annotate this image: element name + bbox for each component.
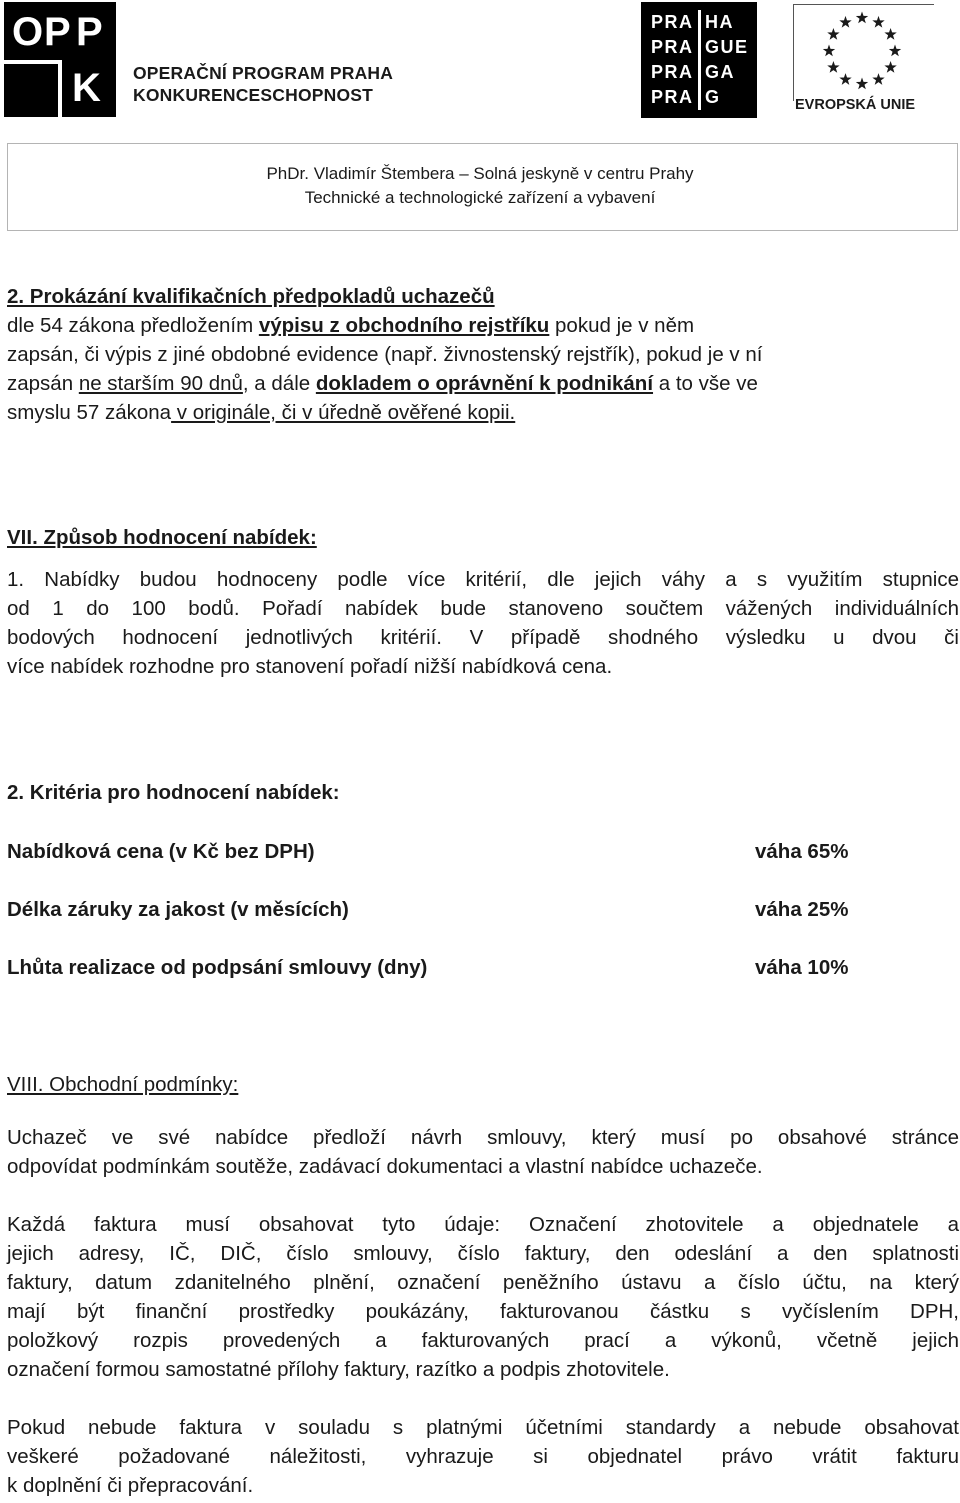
opp-logo-letter: P — [44, 10, 71, 54]
praha-logo-separator — [698, 10, 701, 110]
eu-logo-text: EVROPSKÁ UNIE — [795, 97, 916, 113]
emphasis-span: v originále, či v úředně ověřené kopii. — [171, 401, 516, 424]
eu-star-icon — [839, 73, 851, 85]
criterion-weight: váha 65% — [755, 840, 849, 863]
header-title: PhDr. Vladimír Štembera – Solná jeskyně v centru Prahy — [266, 164, 694, 183]
text-span: smyslu 57 zákona — [7, 401, 172, 424]
praha-logo-word: HA — [705, 12, 734, 32]
emphasis-span: ne starším 90 dnů — [78, 372, 243, 395]
opp-logo — [4, 2, 116, 117]
opp-logo-text-line: KONKURENCESCHOPNOST — [133, 85, 374, 105]
opp-logo-text-line: OPERAČNÍ PROGRAM PRAHA — [133, 63, 394, 83]
criterion-name: Lhůta realizace od podpsání smlouvy (dny) — [7, 956, 428, 979]
text-span: zapsán — [7, 372, 79, 395]
document-header — [7, 143, 958, 231]
eu-star-icon — [872, 73, 884, 85]
opp-logo-letter: O — [12, 10, 44, 54]
qualification-line — [7, 311, 694, 340]
praha-logo-left — [651, 10, 694, 110]
praha-logo-right — [705, 10, 749, 110]
terms-paragraph-line: veškeré požadované náležitosti, vyhrazuje si objednatel právo vrátit fakturu — [7, 1445, 959, 1468]
terms-paragraph-line: Každá faktura musí obsahovat tyto údaje: Označení zhotovitele a objednatele a — [7, 1213, 959, 1236]
terms-paragraph-line: označení formou samostatné přílohy faktury, razítko a podpis zhotovitele. — [7, 1358, 670, 1381]
opp-logo-letter: P — [76, 10, 103, 54]
opp-logo-letter: K — [72, 66, 101, 110]
praha-logo-word: PRA — [651, 12, 694, 32]
eu-star-icon — [827, 28, 839, 40]
terms-paragraph-line: jejich adresy, IČ, DIČ, číslo smlouvy, číslo faktury, den odeslání a den splatnosti — [7, 1242, 959, 1265]
terms-paragraph-line: k doplnění či přepracování. — [7, 1474, 254, 1497]
criterion-name: Délka záruky za jakost (v měsících) — [7, 898, 349, 921]
opp-logo-text — [133, 62, 393, 106]
criterion-name: Nabídková cena (v Kč bez DPH) — [7, 840, 315, 863]
evaluation-paragraph-line: více nabídek rozhodne pro stanovení pořadí nižší nabídková cena. — [7, 655, 613, 678]
emphasis-span: dokladem o oprávnění k podnikání — [315, 372, 654, 395]
eu-star-icon — [884, 28, 896, 40]
text-span: dle 54 zákona předložením — [7, 314, 259, 337]
criteria-heading: 2. Kritéria pro hodnocení nabídek: — [7, 781, 340, 804]
criterion-weight: váha 10% — [755, 956, 849, 979]
eu-star-icon — [872, 16, 884, 28]
evaluation-paragraph-line: od 1 do 100 bodů. Pořadí nabídek bude stanoveno součtem vážených individuálních — [7, 597, 959, 620]
praha-logo-word: G — [705, 87, 721, 107]
eu-star-icon — [856, 12, 868, 24]
header-subtitle: Technické a technologické zařízení a vybavení — [304, 188, 656, 207]
praha-logo-word: PRA — [651, 37, 694, 57]
emphasis-span: výpisu z obchodního rejstříku — [258, 314, 550, 337]
eu-star-icon — [823, 45, 835, 57]
terms-heading: VIII. Obchodní podmínky: — [7, 1073, 239, 1096]
evaluation-paragraph-line: 1. Nabídky budou hodnoceny podle více kritérií, dle jejich váhy a s využitím stupnice — [7, 568, 959, 591]
eu-star-icon — [827, 61, 839, 73]
eu-stars-icon — [794, 5, 934, 101]
qualification-line: zapsán, či výpis z jiné obdobné evidence (např. živnostenský rejstřík), pokud je v ní — [7, 343, 763, 366]
praha-logo-word: PRA — [651, 87, 694, 107]
eu-star-icon — [889, 45, 901, 57]
terms-paragraph-line: Uchazeč ve své nabídce předloží návrh smlouvy, který musí po obsahové stránce — [7, 1126, 959, 1149]
text-span: , a dále — [242, 372, 316, 395]
praha-logo-word: PRA — [651, 62, 694, 82]
praha-logo-word: GUE — [705, 37, 749, 57]
evaluation-paragraph-line: bodových hodnocení jednotlivých kritérií. V případě shodného výsledku u dvou či — [7, 626, 959, 649]
eu-star-icon — [884, 61, 896, 73]
qualification-line — [7, 398, 515, 427]
terms-paragraph-line: mají být finanční prostředky poukázány, fakturovanou částku s vyčíslením DPH, — [7, 1300, 959, 1323]
eu-flag — [793, 4, 934, 101]
text-span: a to vše ve — [653, 372, 758, 395]
terms-paragraph-line: Pokud nebude faktura v souladu s platnými účetními standardy a nebude obsahovat — [7, 1416, 959, 1439]
opp-logo-divider — [4, 56, 116, 117]
evaluation-heading: VII. Způsob hodnocení nabídek: — [7, 526, 317, 549]
praha-logo-word: GA — [705, 62, 735, 82]
terms-paragraph-line: odpovídat podmínkám soutěže, zadávací dokumentaci a vlastní nabídce uchazeče. — [7, 1155, 763, 1178]
terms-paragraph-line: faktury, datum zdanitelného plnění, označení peněžního ústavu a číslo účtu, na který — [7, 1271, 959, 1294]
praha-logo — [641, 2, 757, 118]
eu-star-icon — [856, 78, 868, 90]
eu-star-icon — [839, 16, 851, 28]
qualification-heading: 2. Prokázání kvalifikačních předpokladů uchazečů — [7, 285, 495, 308]
text-span: pokud je v něm — [549, 314, 695, 337]
criterion-weight: váha 25% — [755, 898, 849, 921]
terms-paragraph-line: položkový rozpis provedených a fakturovaných prací a výkonů, včetně jejich — [7, 1329, 959, 1352]
qualification-line — [7, 369, 758, 398]
